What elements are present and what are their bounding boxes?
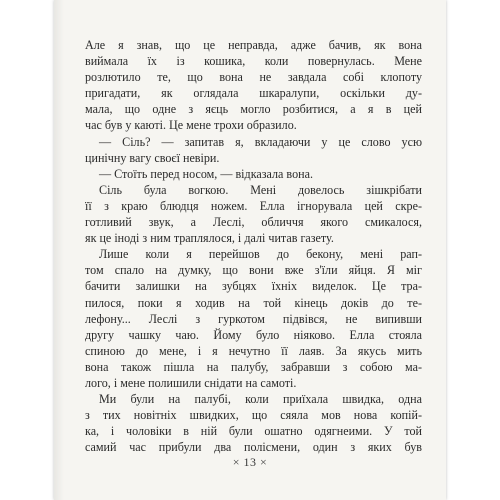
text-line: мала, що одне з яєць могло розбитися, а я в цей bbox=[85, 102, 422, 117]
text-line: Але я знав, що це неправда, адже бачив, як вона bbox=[85, 38, 422, 52]
text-line: — Сіль? — запитав я, вкладаючи у це слово усю bbox=[99, 134, 422, 149]
text-line: виймала їх із кошика, коли повернулась. Мене bbox=[85, 54, 422, 69]
text-line: як це іноді з ним траплялося, і далі читав газету. bbox=[85, 231, 334, 246]
text-line: лого, і мене полишили снідати на самоті. bbox=[85, 375, 297, 390]
text-line: бачити залишки на зубцях їхніх виделок. Це тра- bbox=[85, 279, 422, 294]
text-line: Лише коли я перейшов до бекону, мені рап- bbox=[99, 247, 422, 262]
text-line: спиною до мене, і я нечутно її лаяв. За якусь мить bbox=[85, 343, 422, 358]
text-line: том спало на думку, що вони вже з'їли яйця. Я міг bbox=[85, 263, 422, 278]
text-line: лефону... Леслі з гуркотом підвівся, не випивши bbox=[85, 311, 422, 326]
text-line: Сіль була вогкою. Мені довелось зішкрібати bbox=[99, 182, 422, 197]
text-line: готливий звук, а Леслі, обличчя якого смикалося, bbox=[85, 215, 422, 230]
text-line: з тих новітніх швидких, що сяяла мов нова копій- bbox=[85, 408, 422, 423]
body-text bbox=[85, 37, 422, 455]
page-number: × 13 × bbox=[232, 455, 268, 469]
text-line: ка, і чоловіки в ній були ошатно одягнеими. У той bbox=[85, 424, 422, 439]
text-line: Ми були на палубі, коли приїхала швидка, одна bbox=[99, 392, 422, 407]
text-line: — Стоїть перед носом, — відказала вона. bbox=[99, 166, 313, 181]
text-line: пригадати, як оглядала шкаралупи, оскільки ду- bbox=[85, 86, 422, 101]
text-line: її з краю блюдця ножем. Елла ігнорувала цей скре- bbox=[85, 198, 422, 213]
text-line: вона також пішла на палубу, забравши з собою ма- bbox=[85, 359, 422, 374]
text-line: другу чашку чаю. Йому було ніяково. Елла стояла bbox=[85, 327, 422, 342]
text-line: розлютило те, що вона не завдала собі клопоту bbox=[85, 70, 422, 85]
text-line: самий час прибули два полісмени, один з яких був bbox=[85, 440, 422, 455]
text-line: пилося, поки я ходив на той кінець доків до те- bbox=[85, 295, 422, 310]
book-page bbox=[54, 0, 446, 500]
text-line: цинічну вагу своєї невіри. bbox=[85, 150, 220, 165]
text-line: час був у каюті. Це мене трохи образило. bbox=[85, 118, 297, 133]
